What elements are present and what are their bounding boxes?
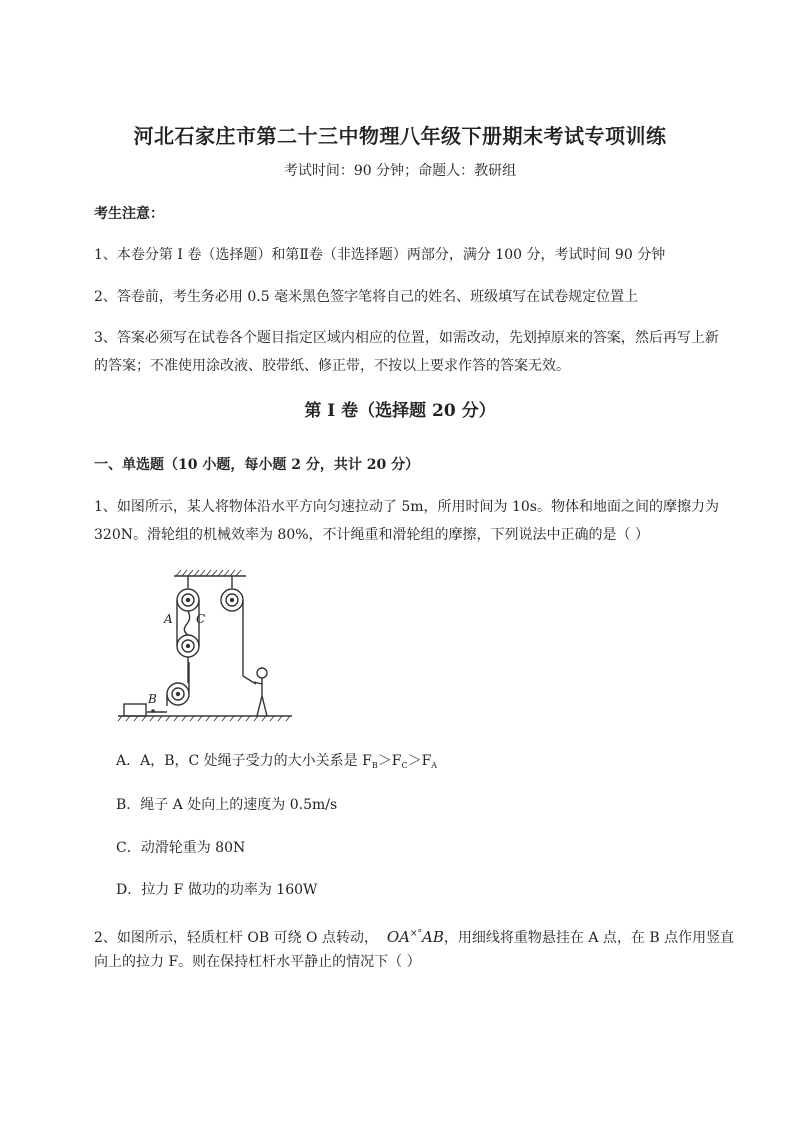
- q1-option-b[interactable]: B．绳子 A 处向上的速度为 0.5m/s: [116, 797, 338, 813]
- label-a: A: [164, 612, 173, 626]
- subscript-c: C: [401, 761, 408, 770]
- option-a-compare-1: ＞F: [377, 753, 402, 769]
- page-title: 河北石家庄市第二十三中物理八年级下册期末考试专项训练: [133, 124, 667, 148]
- q1-line-2: 320N。滑轮组的机械效率为 80%，不计绳重和滑轮组的摩擦，下列说法中正确的是（ ）: [94, 527, 649, 543]
- math-oa: OA: [386, 928, 410, 946]
- point-b-marker: [151, 709, 155, 713]
- q1-line-1: 1、如图所示，某人将物体沿水平方向匀速拉动了 5m，所用时间为 10s。物体和地面之间的摩擦力为: [94, 499, 719, 515]
- notice-item-3-line-2: 的答案；不准使用涂改液、胶带纸、修正带，不按以上要求作答的答案无效。: [94, 358, 570, 374]
- math-ab: AB: [422, 928, 444, 946]
- q1-option-d[interactable]: D．拉力 F 做功的功率为 160W: [116, 882, 318, 898]
- label-b: B: [148, 692, 157, 706]
- notice-item-2: 2、答卷前，考生务必用 0.5 毫米黑色签字笔将自己的姓名、班级填写在试卷规定位置上: [94, 289, 639, 305]
- q2-text-b: ，用细线将重物悬挂在 A 点，在 B 点作用竖直: [443, 930, 735, 946]
- part-heading: 一、单选题（10 小题，每小题 2 分，共计 20 分）: [94, 457, 420, 473]
- section-title: 第 I 卷（选择题 20 分）: [304, 401, 496, 421]
- q2-text-a: 2、如图所示，轻质杠杆 OB 可绕 O 点转动，: [94, 930, 378, 946]
- q1-option-c[interactable]: C．动滑轮重为 80N: [116, 840, 246, 856]
- label-c: C: [196, 612, 206, 626]
- pulley-diagram: [116, 566, 296, 724]
- math-operator: ×°: [410, 929, 423, 939]
- option-a-compare-2: ＞F: [407, 753, 432, 769]
- notice-item-3-line-1: 3、答案必须写在试卷各个题目指定区域内相应的位置，如需改动，先划掉原来的答案，然后再写上新: [94, 330, 719, 346]
- notice-heading: 考生注意：: [94, 206, 164, 222]
- exam-info: 考试时间：90 分钟；命题人：教研组: [283, 163, 517, 179]
- notice-item-1: 1、本卷分第 I 卷（选择题）和第Ⅱ卷（非选择题）两部分，满分 100 分，考试时间 90 分钟: [94, 247, 666, 263]
- q2-line-2: 向上的拉力 F。则在保持杠杆水平静止的情况下（ ）: [94, 954, 421, 970]
- q1-option-a[interactable]: [116, 750, 437, 770]
- option-a-text: A．A，B，C 处绳子受力的大小关系是 F: [116, 753, 372, 769]
- subscript-b: B: [371, 761, 378, 770]
- subscript-a: A: [431, 761, 438, 770]
